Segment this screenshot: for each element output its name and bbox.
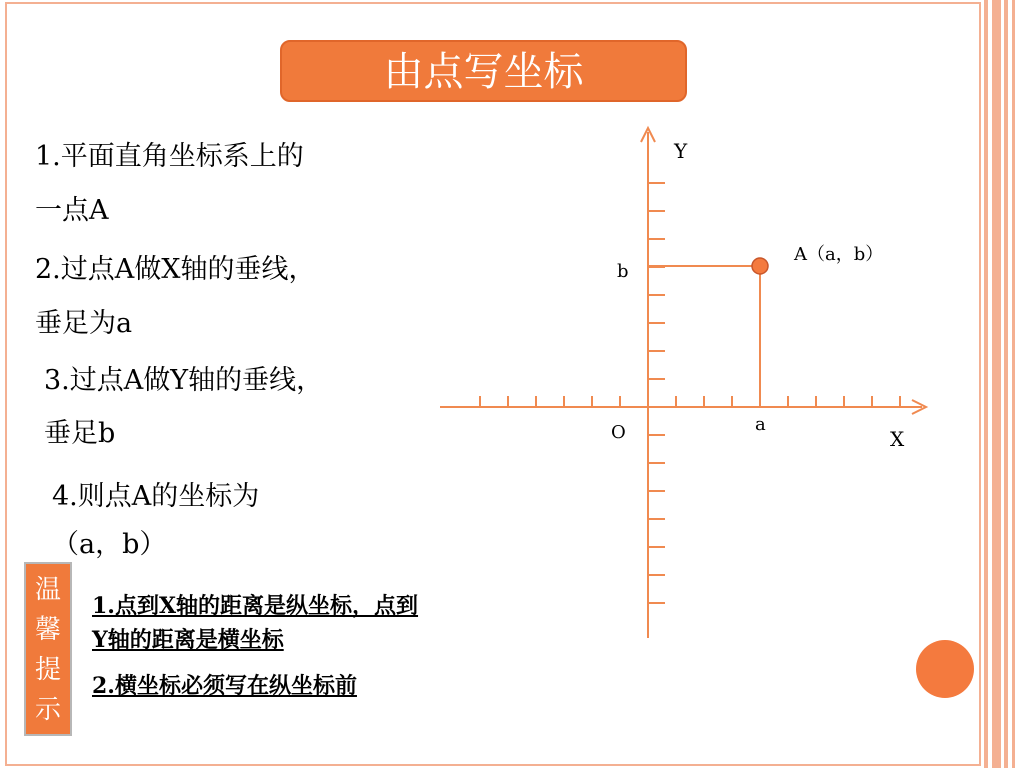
point-a-label: A（a，b） — [794, 244, 884, 265]
y-axis-label: Y — [674, 139, 688, 163]
step-3-line-2: 垂足b — [44, 418, 116, 449]
tip-line-1: 1.点到X轴的距离是纵坐标，点到 — [92, 593, 419, 619]
tip-char-3: 提 — [34, 655, 61, 685]
decorative-circle — [916, 640, 974, 698]
step-4-line-2: （a，b） — [52, 529, 167, 560]
y-foot-label: b — [617, 261, 629, 282]
tip-char-2: 馨 — [34, 615, 61, 645]
slide-title: 由点写坐标 — [280, 40, 687, 102]
x-foot-label: a — [755, 414, 766, 435]
step-4-line-1: 4.则点A的坐标为 — [52, 481, 260, 512]
tip-line-2: Y轴的距离是横坐标 — [92, 627, 284, 653]
point-a-marker — [752, 258, 768, 274]
tip-char-1: 温 — [34, 575, 61, 605]
step-3-line-1: 3.过点A做Y轴的垂线， — [44, 365, 324, 396]
tip-label-box — [24, 562, 72, 736]
step-1-line-2: 一点A — [35, 195, 109, 226]
step-1-line-1: 1.平面直角坐标系上的 — [35, 141, 304, 172]
step-2-line-1: 2.过点A做X轴的垂线， — [35, 254, 316, 285]
x-axis-label: X — [890, 427, 905, 451]
tip-line-3: 2.横坐标必须写在纵坐标前 — [92, 673, 357, 699]
origin-label: O — [611, 422, 626, 443]
step-2-line-2: 垂足为a — [35, 308, 133, 339]
tip-char-4: 示 — [34, 695, 61, 725]
